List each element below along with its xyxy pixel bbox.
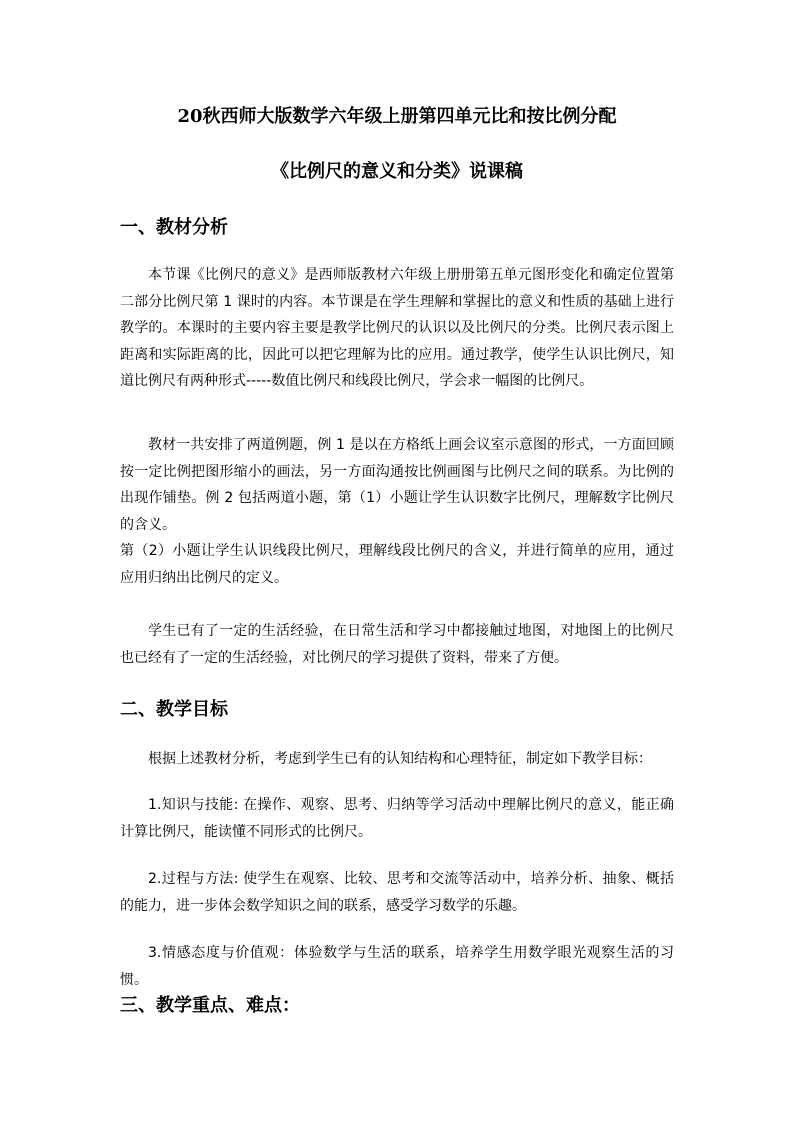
paragraph-example-2-part-2: 第（2）小题让学生认识线段比例尺，理解线段比例尺的含义，并进行简单的应用，通过应用归纳出比例尺的定义。 <box>120 543 674 586</box>
paragraph-course-overview: 本节课《比例尺的意义》是西师版教材六年级上册册第五单元图形变化和确定位置第二部分比例尺第 1 课时的内容。本节课是在学生理解和掌握比的意义和性质的基础上进行教学的。本课时的主要内容主要是教学比例尺的认识以及比例尺的分类。比例尺表示图上距离和实际距离的比，因此可以把它理解为比的应用。通过教学，使学生认识比例尺，知道比例尺有两种形式-----数值比例尺和线段比例尺，学会求一幅图的比例尺。 <box>120 267 674 389</box>
paragraph-examples: 教材一共安排了两道例题，例 1 是以在方格纸上画会议室示意图的形式，一方面回顾按一定比例把图形缩小的画法，另一方面沟通按比例画图与比例尺之间的联系。为比例的出现作铺垫。例 2 包括两道小题，第（1）小题让学生认识数字比例尺，理解数字比例尺的含义。 <box>120 437 674 533</box>
paragraph-student-experience: 学生已有了一定的生活经验，在日常生活和学习中都接触过地图，对地图上的比例尺也已经有了一定的生活经验，对比例尺的学习提供了资料，带来了方便。 <box>120 623 674 666</box>
paragraph-objectives-intro: 根据上述教材分析，考虑到学生已有的认知结构和心理特征，制定如下教学目标： <box>148 751 652 767</box>
paragraph-objective-knowledge-skills: 1.知识与技能: 在操作、观察、思考、归纳等学习活动中理解比例尺的意义，能正确计算比例尺，能读懂不同形式的比例尺。 <box>120 797 674 840</box>
paragraph-objective-process-methods: 2.过程与方法: 使学生在观察、比较、思考和交流等活动中，培养分析、抽象、概括的能力，进一步体会数学知识之间的联系，感受学习数学的乐趣。 <box>120 871 674 914</box>
section-heading-teaching-objectives: 二、教学目标 <box>120 699 228 720</box>
document-title: 20秋西师大版数学六年级上册第四单元比和按比例分配 <box>177 106 617 127</box>
document-subtitle: 《比例尺的意义和分类》说课稿 <box>271 161 523 182</box>
paragraph-objective-attitudes-values: 3.情感态度与价值观：体验数学与生活的联系，培养学生用数学眼光观察生活的习惯。 <box>120 945 674 988</box>
section-heading-key-points-difficulties: 三、教学重点、难点： <box>120 995 300 1016</box>
section-heading-teaching-material-analysis: 一、教材分析 <box>120 217 228 238</box>
